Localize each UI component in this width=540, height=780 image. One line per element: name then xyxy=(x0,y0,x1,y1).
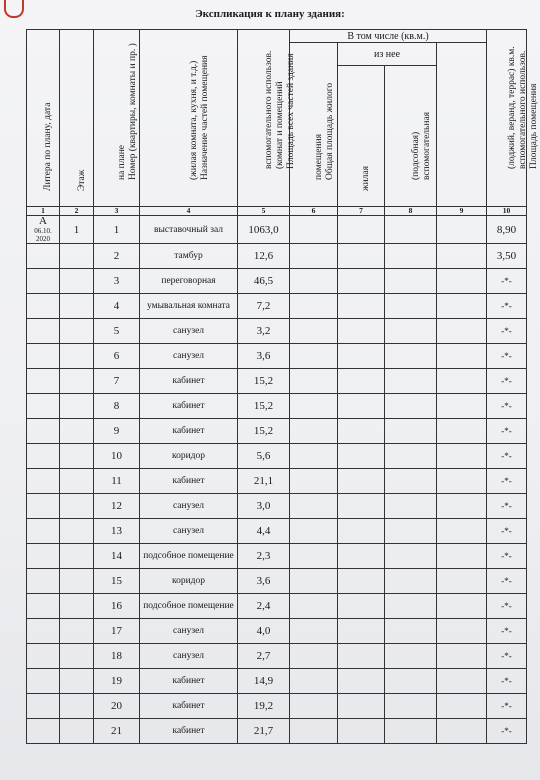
room-number-cell: 6 xyxy=(94,344,140,369)
room-number-cell: 9 xyxy=(94,419,140,444)
living-total-cell xyxy=(290,694,338,719)
auxiliary-cell xyxy=(437,444,487,469)
table-row xyxy=(27,519,527,544)
living-cell xyxy=(338,419,385,444)
room-name-cell: кабинет xyxy=(140,469,238,494)
auxiliary-cell xyxy=(437,669,487,694)
column-number-row xyxy=(27,207,527,216)
header-floor: Этаж xyxy=(60,30,94,207)
auxiliary-cell xyxy=(437,319,487,344)
living-cell xyxy=(338,394,385,419)
height-cell: -*- xyxy=(487,594,527,619)
table-row xyxy=(27,694,527,719)
room-name-cell: коридор xyxy=(140,444,238,469)
floor-cell xyxy=(60,619,94,644)
living-total-cell xyxy=(290,644,338,669)
area-cell: 4,0 xyxy=(238,619,290,644)
living-total-cell xyxy=(290,719,338,744)
table-row xyxy=(27,569,527,594)
header-auxiliary-area: Площадь помещения вспомогательного использов. (лоджий, веранд, террас) кв.м. xyxy=(487,30,527,207)
table-row xyxy=(27,494,527,519)
living-total-cell xyxy=(290,344,338,369)
floor-cell xyxy=(60,344,94,369)
living-total-cell xyxy=(290,669,338,694)
litera-cell xyxy=(27,269,60,294)
auxiliary-cell xyxy=(437,419,487,444)
height-cell: -*- xyxy=(487,294,527,319)
floor-cell xyxy=(60,494,94,519)
area-cell: 21,7 xyxy=(238,719,290,744)
height-cell: -*- xyxy=(487,419,527,444)
litera-cell xyxy=(27,644,60,669)
room-number-cell: 8 xyxy=(94,394,140,419)
room-name-cell: переговорная xyxy=(140,269,238,294)
living-total-cell xyxy=(290,369,338,394)
floor-cell xyxy=(60,719,94,744)
room-name-cell: санузел xyxy=(140,619,238,644)
floor-cell xyxy=(60,444,94,469)
room-name-cell: санузел xyxy=(140,519,238,544)
living-cell xyxy=(338,594,385,619)
table-row xyxy=(27,269,527,294)
living-cell xyxy=(338,494,385,519)
living-total-cell xyxy=(290,519,338,544)
table-row xyxy=(27,216,527,244)
living-total-cell xyxy=(290,469,338,494)
subsidiary-cell xyxy=(385,694,437,719)
living-total-cell xyxy=(290,544,338,569)
header-litera: Литера по плану, дата xyxy=(27,30,60,207)
auxiliary-cell xyxy=(437,719,487,744)
room-number-cell: 21 xyxy=(94,719,140,744)
room-number-cell: 2 xyxy=(94,244,140,269)
subsidiary-cell xyxy=(385,344,437,369)
table-row xyxy=(27,369,527,394)
subsidiary-cell xyxy=(385,594,437,619)
area-cell: 4,4 xyxy=(238,519,290,544)
col-number: 6 xyxy=(290,207,338,216)
litera-cell xyxy=(27,216,60,244)
living-cell xyxy=(338,719,385,744)
room-number-cell: 5 xyxy=(94,319,140,344)
area-cell: 3,0 xyxy=(238,494,290,519)
table-row xyxy=(27,444,527,469)
room-name-cell: кабинет xyxy=(140,369,238,394)
room-name-cell: подсобное помещение xyxy=(140,544,238,569)
subsidiary-cell xyxy=(385,369,437,394)
floor-cell xyxy=(60,669,94,694)
auxiliary-cell xyxy=(437,394,487,419)
room-name-cell: умывальная комната xyxy=(140,294,238,319)
living-total-cell xyxy=(290,619,338,644)
litera-cell xyxy=(27,244,60,269)
floor-cell xyxy=(60,419,94,444)
auxiliary-cell xyxy=(437,469,487,494)
subsidiary-cell xyxy=(385,244,437,269)
subsidiary-cell xyxy=(385,544,437,569)
height-cell: -*- xyxy=(487,669,527,694)
litera-cell xyxy=(27,444,60,469)
floor-cell xyxy=(60,694,94,719)
header-total-area: Площадь всех частей здания (комнат и помещений вспомогательного использов. xyxy=(238,30,290,207)
height-cell: -*- xyxy=(487,319,527,344)
room-number-cell: 4 xyxy=(94,294,140,319)
litera-date: 06.10. xyxy=(34,227,52,235)
living-total-cell xyxy=(290,294,338,319)
height-cell: -*- xyxy=(487,494,527,519)
table-row xyxy=(27,469,527,494)
room-number-cell: 12 xyxy=(94,494,140,519)
auxiliary-cell xyxy=(437,244,487,269)
area-cell: 7,2 xyxy=(238,294,290,319)
area-cell: 15,2 xyxy=(238,369,290,394)
area-cell: 1063,0 xyxy=(238,216,290,244)
col-number: 9 xyxy=(437,207,487,216)
living-cell xyxy=(338,216,385,244)
floor-cell xyxy=(60,544,94,569)
table-row xyxy=(27,669,527,694)
col-number: 3 xyxy=(94,207,140,216)
room-name-cell: кабинет xyxy=(140,719,238,744)
col-number: 10 xyxy=(487,207,527,216)
auxiliary-cell xyxy=(437,644,487,669)
room-name-cell: санузел xyxy=(140,319,238,344)
room-name-cell: подсобное помещение xyxy=(140,594,238,619)
litera-cell xyxy=(27,494,60,519)
height-cell: -*- xyxy=(487,344,527,369)
litera-cell xyxy=(27,294,60,319)
litera-cell xyxy=(27,394,60,419)
floor-cell xyxy=(60,644,94,669)
subsidiary-cell xyxy=(385,619,437,644)
table-row xyxy=(27,619,527,644)
auxiliary-cell xyxy=(437,269,487,294)
living-total-cell xyxy=(290,319,338,344)
subsidiary-cell xyxy=(385,469,437,494)
litera-cell xyxy=(27,319,60,344)
subsidiary-cell xyxy=(385,644,437,669)
room-name-cell: тамбур xyxy=(140,244,238,269)
room-name-cell: коридор xyxy=(140,569,238,594)
living-total-cell xyxy=(290,444,338,469)
room-name-cell: кабинет xyxy=(140,669,238,694)
table-row xyxy=(27,294,527,319)
room-number-cell: 19 xyxy=(94,669,140,694)
floor-cell xyxy=(60,519,94,544)
litera-cell xyxy=(27,544,60,569)
height-cell: -*- xyxy=(487,569,527,594)
living-cell xyxy=(338,319,385,344)
room-number-cell: 20 xyxy=(94,694,140,719)
area-cell: 46,5 xyxy=(238,269,290,294)
table-row xyxy=(27,719,527,744)
col-number: 7 xyxy=(338,207,385,216)
height-cell: -*- xyxy=(487,694,527,719)
area-cell: 19,2 xyxy=(238,694,290,719)
area-cell: 15,2 xyxy=(238,419,290,444)
subsidiary-cell xyxy=(385,494,437,519)
auxiliary-cell xyxy=(437,544,487,569)
floor-cell xyxy=(60,594,94,619)
room-name-cell: санузел xyxy=(140,344,238,369)
living-cell xyxy=(338,669,385,694)
area-cell: 5,6 xyxy=(238,444,290,469)
litera-cell xyxy=(27,619,60,644)
living-cell xyxy=(338,269,385,294)
height-cell: -*- xyxy=(487,544,527,569)
subsidiary-cell xyxy=(385,319,437,344)
area-cell: 14,9 xyxy=(238,669,290,694)
living-total-cell xyxy=(290,569,338,594)
room-number-cell: 11 xyxy=(94,469,140,494)
subsidiary-cell xyxy=(385,519,437,544)
living-total-cell xyxy=(290,244,338,269)
floor-cell xyxy=(60,294,94,319)
height-cell: -*- xyxy=(487,469,527,494)
auxiliary-cell xyxy=(437,216,487,244)
living-cell xyxy=(338,619,385,644)
floor-cell xyxy=(60,569,94,594)
header-in-total: В том числе (кв.м.) xyxy=(290,30,487,43)
subsidiary-cell xyxy=(385,394,437,419)
height-cell: -*- xyxy=(487,269,527,294)
living-total-cell xyxy=(290,394,338,419)
col-number: 2 xyxy=(60,207,94,216)
room-number-cell: 3 xyxy=(94,269,140,294)
height-cell: -*- xyxy=(487,394,527,419)
height-cell: 8,90 xyxy=(487,216,527,244)
col-number: 5 xyxy=(238,207,290,216)
litera-cell xyxy=(27,719,60,744)
col-number: 8 xyxy=(385,207,437,216)
subsidiary-cell xyxy=(385,269,437,294)
floor-cell xyxy=(60,469,94,494)
litera-cell xyxy=(27,669,60,694)
floor-cell xyxy=(60,394,94,419)
litera-cell xyxy=(27,344,60,369)
living-total-cell xyxy=(290,269,338,294)
living-total-cell xyxy=(290,216,338,244)
auxiliary-cell xyxy=(437,519,487,544)
floor-cell: 1 xyxy=(60,216,94,244)
height-cell: -*- xyxy=(487,519,527,544)
litera-cell xyxy=(27,694,60,719)
area-cell: 2,3 xyxy=(238,544,290,569)
height-cell: 3,50 xyxy=(487,244,527,269)
living-cell xyxy=(338,644,385,669)
living-cell xyxy=(338,569,385,594)
subsidiary-cell xyxy=(385,216,437,244)
area-cell: 2,7 xyxy=(238,644,290,669)
auxiliary-cell xyxy=(437,294,487,319)
room-name-cell: кабинет xyxy=(140,394,238,419)
room-name-cell: выставочный зал xyxy=(140,216,238,244)
room-name-cell: санузел xyxy=(140,494,238,519)
living-total-cell xyxy=(290,594,338,619)
auxiliary-cell xyxy=(437,694,487,719)
header-empty xyxy=(437,43,487,207)
living-cell xyxy=(338,369,385,394)
area-cell: 21,1 xyxy=(238,469,290,494)
height-cell: -*- xyxy=(487,719,527,744)
living-cell xyxy=(338,294,385,319)
room-name-cell: санузел xyxy=(140,644,238,669)
living-cell xyxy=(338,244,385,269)
table-row xyxy=(27,394,527,419)
header-purpose: Назначение частей помещения (жилая комната, кухня, и т.д.) xyxy=(140,30,238,207)
litera-year: 2020 xyxy=(36,235,50,243)
explication-table xyxy=(26,29,539,744)
header-subsidiary: вспомогательная (подсобная) xyxy=(385,66,437,207)
page-title: Экспликация к плану здания: xyxy=(195,8,345,20)
area-cell: 3,6 xyxy=(238,344,290,369)
table-row xyxy=(27,544,527,569)
litera-cell xyxy=(27,369,60,394)
living-total-cell xyxy=(290,419,338,444)
room-number-cell: 10 xyxy=(94,444,140,469)
litera-cell xyxy=(27,594,60,619)
room-number-cell: 13 xyxy=(94,519,140,544)
litera-cell xyxy=(27,469,60,494)
living-cell xyxy=(338,544,385,569)
table-row xyxy=(27,594,527,619)
living-cell xyxy=(338,444,385,469)
subsidiary-cell xyxy=(385,419,437,444)
litera-value: А xyxy=(39,215,47,227)
auxiliary-cell xyxy=(437,594,487,619)
floor-cell xyxy=(60,319,94,344)
room-number-cell: 15 xyxy=(94,569,140,594)
living-cell xyxy=(338,344,385,369)
header-room-number: Номер (квартиры, комнаты и пр. ) на плане xyxy=(94,30,140,207)
floor-cell xyxy=(60,269,94,294)
room-number-cell: 17 xyxy=(94,619,140,644)
table-row xyxy=(27,319,527,344)
litera-cell xyxy=(27,569,60,594)
area-cell: 2,4 xyxy=(238,594,290,619)
room-number-cell: 7 xyxy=(94,369,140,394)
room-number-cell: 1 xyxy=(94,216,140,244)
auxiliary-cell xyxy=(437,569,487,594)
table-row xyxy=(27,244,527,269)
room-number-cell: 14 xyxy=(94,544,140,569)
table-row xyxy=(27,344,527,369)
subsidiary-cell xyxy=(385,569,437,594)
auxiliary-cell xyxy=(437,369,487,394)
litera-cell xyxy=(27,419,60,444)
floor-cell xyxy=(60,369,94,394)
area-cell: 3,2 xyxy=(238,319,290,344)
room-name-cell: кабинет xyxy=(140,419,238,444)
living-cell xyxy=(338,694,385,719)
header-living: жилая xyxy=(338,66,385,207)
living-cell xyxy=(338,519,385,544)
header-of-it: из нее xyxy=(338,43,437,66)
area-cell: 12,6 xyxy=(238,244,290,269)
subsidiary-cell xyxy=(385,294,437,319)
area-cell: 3,6 xyxy=(238,569,290,594)
table-row xyxy=(27,644,527,669)
col-number: 4 xyxy=(140,207,238,216)
room-number-cell: 16 xyxy=(94,594,140,619)
header-living-total: Общая площадь жилого помещения xyxy=(290,43,338,207)
height-cell: -*- xyxy=(487,444,527,469)
area-cell: 15,2 xyxy=(238,394,290,419)
col-number: 1 xyxy=(27,207,60,216)
litera-cell xyxy=(27,519,60,544)
table-row xyxy=(27,419,527,444)
room-number-cell: 18 xyxy=(94,644,140,669)
living-cell xyxy=(338,469,385,494)
height-cell: -*- xyxy=(487,644,527,669)
room-name-cell: кабинет xyxy=(140,694,238,719)
living-total-cell xyxy=(290,494,338,519)
floor-cell xyxy=(60,244,94,269)
subsidiary-cell xyxy=(385,719,437,744)
auxiliary-cell xyxy=(437,619,487,644)
subsidiary-cell xyxy=(385,669,437,694)
auxiliary-cell xyxy=(437,344,487,369)
auxiliary-cell xyxy=(437,494,487,519)
height-cell: -*- xyxy=(487,619,527,644)
height-cell: -*- xyxy=(487,369,527,394)
subsidiary-cell xyxy=(385,444,437,469)
